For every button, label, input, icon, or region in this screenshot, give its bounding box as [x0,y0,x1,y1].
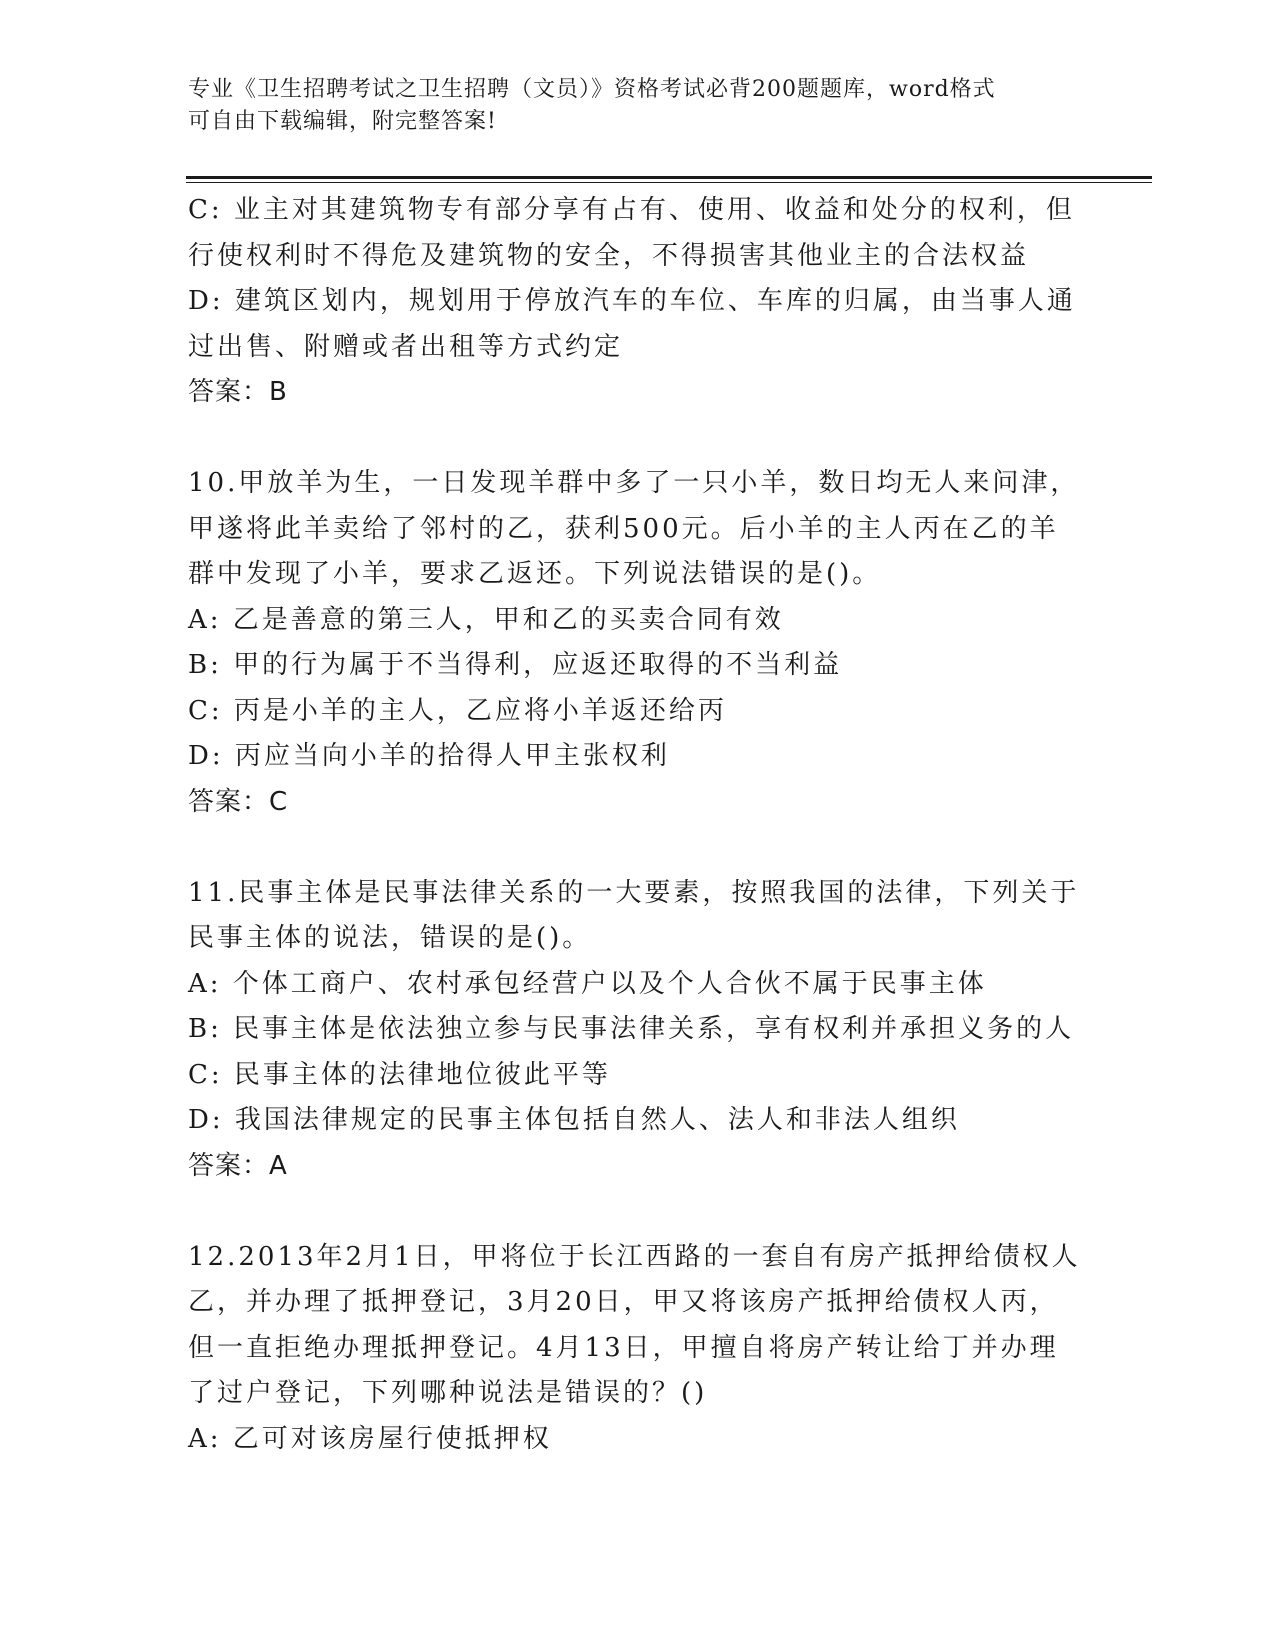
question-stem-line: 民事主体的说法，错误的是()。 [188,923,592,953]
answer-label: 答案：B [188,377,288,407]
option-d-line-2: 过出售、附赠或者出租等方式约定 [188,331,624,362]
question-stem-line: 乙，并办理了抵押登记，3月20日，甲又将该房产抵押给债权人丙， [188,1287,1059,1317]
option-b: B: 民事主体是依法独立参与民事法律关系，享有权利并承担义务的人 [188,1014,1075,1044]
answer-label: 答案：C [188,786,289,817]
question-stem-line: 但一直拒绝办理抵押登记。4月13日，甲擅自将房产转让给丁并办理 [188,1332,1059,1363]
option-c-line-1: C: 业主对其建筑物专有部分享有占有、使用、收益和处分的权利，但 [188,195,1075,225]
question-stem-line: 11.民事主体是民事法律关系的一大要素，按照我国的法律，下列关于 [188,877,1080,908]
header-divider-thick [186,176,1152,179]
option-c-line-2: 行使权利时不得危及建筑物的安全，不得损害其他业主的合法权益 [188,240,1030,271]
option-c: C: 丙是小羊的主人，乙应将小羊返还给丙 [188,695,727,726]
option-d: D: 我国法律规定的民事主体包括自然人、法人和非法人组织 [188,1105,960,1135]
option-d-line-1: D: 建筑区划内，规划用于停放汽车的车位、车库的归属，由当事人通 [188,286,1076,316]
answer-label: 答案：A [188,1150,288,1181]
question-spacer [188,825,1088,871]
question-spacer [188,416,1088,462]
page-header [188,74,1088,138]
question-10 [188,461,1088,825]
option-c: C: 民事主体的法律地位彼此平等 [188,1059,611,1090]
question-spacer [188,1189,1088,1235]
option-a: A: 乙可对该房屋行使抵押权 [188,1423,552,1454]
option-b: B: 甲的行为属于不当得利，应返还取得的不当利益 [188,650,843,680]
header-line-1: 专业《卫生招聘考试之卫生招聘（文员）》资格考试必背200题题库，word格式 [188,77,996,102]
question-stem-line: 12.2013年2月1日，甲将位于长江西路的一套自有房产抵押给债权人 [188,1241,1081,1272]
question-stem-line: 甲遂将此羊卖给了邻村的乙，获利500元。后小羊的主人丙在乙的羊 [188,513,1059,544]
question-stem-line: 群中发现了小羊，要求乙返还。下列说法错误的是()。 [188,559,882,589]
question-12 [188,1235,1088,1463]
question-stem-line: 10.甲放羊为生，一日发现羊群中多了一只小羊，数日均无人来问津， [188,468,1080,498]
question-11 [188,871,1088,1190]
option-a: A: 乙是善意的第三人，甲和乙的买卖合同有效 [188,604,784,635]
header-divider-thin [186,182,1152,183]
question-content [188,188,1088,1462]
option-a: A: 个体工商户、农村承包经营户以及个人合伙不属于民事主体 [188,968,987,999]
question-stem-line: 了过户登记，下列哪种说法是错误的？() [188,1378,708,1408]
option-d: D: 丙应当向小羊的拾得人甲主张权利 [188,741,670,771]
header-line-2: 可自由下载编辑，附完整答案! [188,109,497,134]
question-9-continued [188,188,1088,416]
